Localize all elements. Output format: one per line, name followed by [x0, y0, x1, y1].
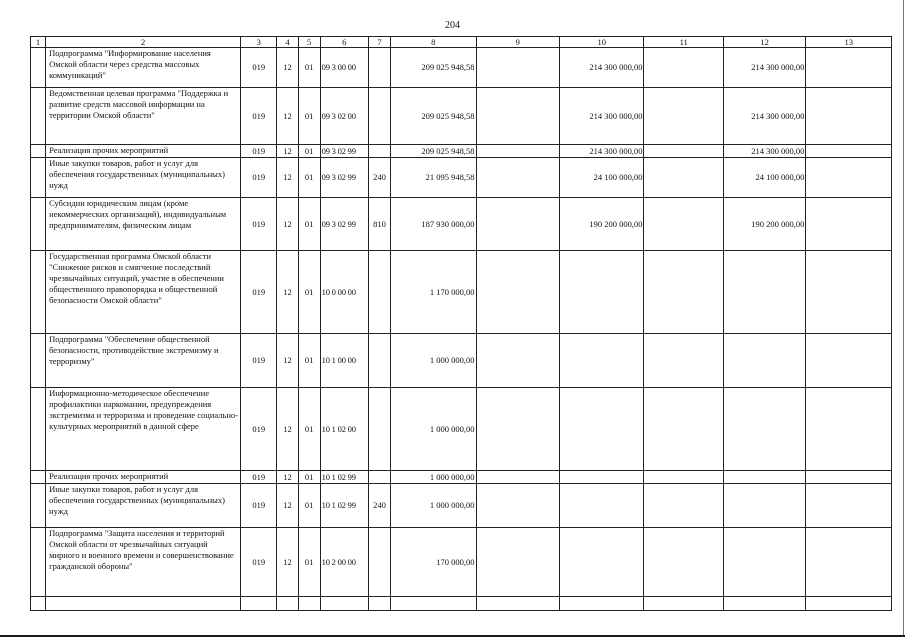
amount-col-9: [476, 597, 559, 611]
amount-col-12: [723, 251, 805, 334]
amount-col-10: 214 300 000,00: [560, 145, 644, 158]
column-header: 4: [277, 37, 298, 48]
subsection-code: 01: [298, 88, 320, 145]
ministry-code: 019: [241, 388, 277, 471]
amount-col-8: 1 170 000,00: [391, 251, 476, 334]
expense-type-code: 810: [368, 198, 390, 251]
amount-col-10: 214 300 000,00: [560, 88, 644, 145]
budget-table: [30, 36, 892, 611]
amount-col-9: [476, 388, 559, 471]
amount-col-8: [391, 597, 476, 611]
amount-col-10: [560, 484, 644, 528]
amount-col-13: [806, 158, 892, 198]
target-article-code: 09 3 02 99: [320, 158, 368, 198]
table-row: [31, 88, 892, 145]
ministry-code: 019: [241, 528, 277, 597]
amount-col-10: [560, 388, 644, 471]
target-article-code: [320, 597, 368, 611]
item-name: Государственная программа Омской области "Снижение рисков и смягчение последствий чрезвычайных ситуаций, участие в обеспечении общественного правопорядка и общественной безопасности Омской области": [46, 251, 241, 334]
amount-col-13: [806, 145, 892, 158]
ministry-code: 019: [241, 88, 277, 145]
expense-type-code: [368, 88, 390, 145]
table-row: [31, 597, 892, 611]
target-article-code: 09 3 02 00: [320, 88, 368, 145]
ministry-code: 019: [241, 484, 277, 528]
amount-col-13: [806, 528, 892, 597]
item-name: Информационно-методическое обеспечение профилактики наркомании, предупреждения экстремизма и терроризма и проведение социально-культурных мероприятий в данной сфере: [46, 388, 241, 471]
subsection-code: 01: [298, 251, 320, 334]
subsection-code: 01: [298, 334, 320, 388]
item-name: Реализация прочих мероприятий: [46, 471, 241, 484]
table-row: [31, 484, 892, 528]
expense-type-code: [368, 334, 390, 388]
amount-col-11: [644, 528, 723, 597]
expense-type-code: [368, 251, 390, 334]
target-article-code: 09 3 02 99: [320, 145, 368, 158]
amount-col-11: [644, 251, 723, 334]
amount-col-11: [644, 388, 723, 471]
amount-col-9: [476, 334, 559, 388]
amount-col-8: 170 000,00: [391, 528, 476, 597]
item-name: Подпрограмма "Защита населения и территорий Омской области от чрезвычайных ситуаций мирного и военного времени и совершенствование гражданской обороны": [46, 528, 241, 597]
section-code: 12: [277, 48, 298, 88]
table-row: [31, 388, 892, 471]
amount-col-9: [476, 528, 559, 597]
amount-col-8: 1 000 000,00: [391, 471, 476, 484]
section-code: 12: [277, 334, 298, 388]
subsection-code: 01: [298, 145, 320, 158]
amount-col-9: [476, 251, 559, 334]
target-article-code: 10 1 02 99: [320, 484, 368, 528]
column-header: 8: [391, 37, 476, 48]
amount-col-12: 190 200 000,00: [723, 198, 805, 251]
amount-col-8: 1 000 000,00: [391, 388, 476, 471]
table-row: [31, 334, 892, 388]
subsection-code: 01: [298, 484, 320, 528]
subsection-code: 01: [298, 198, 320, 251]
section-code: 12: [277, 484, 298, 528]
column-header: 2: [46, 37, 241, 48]
column-number-row: [31, 37, 892, 48]
subsection-code: 01: [298, 388, 320, 471]
amount-col-11: [644, 597, 723, 611]
amount-col-12: [723, 471, 805, 484]
column-header: 5: [298, 37, 320, 48]
row-number-cell: [31, 158, 46, 198]
ministry-code: [241, 597, 277, 611]
row-number-cell: [31, 388, 46, 471]
item-name: Иные закупки товаров, работ и услуг для обеспечения государственных (муниципальных) нужд: [46, 158, 241, 198]
amount-col-13: [806, 48, 892, 88]
amount-col-13: [806, 198, 892, 251]
amount-col-13: [806, 334, 892, 388]
amount-col-13: [806, 597, 892, 611]
amount-col-11: [644, 145, 723, 158]
item-name: Иные закупки товаров, работ и услуг для обеспечения государственных (муниципальных) нужд: [46, 484, 241, 528]
row-number-cell: [31, 597, 46, 611]
amount-col-11: [644, 48, 723, 88]
row-number-cell: [31, 528, 46, 597]
amount-col-8: 209 025 948,58: [391, 88, 476, 145]
target-article-code: 09 3 02 99: [320, 198, 368, 251]
amount-col-12: [723, 334, 805, 388]
expense-type-code: 240: [368, 158, 390, 198]
item-name: Подпрограмма "Информирование населения Омской области через средства массовых коммуникаций": [46, 48, 241, 88]
subsection-code: [298, 597, 320, 611]
amount-col-13: [806, 251, 892, 334]
amount-col-10: [560, 334, 644, 388]
amount-col-12: 214 300 000,00: [723, 88, 805, 145]
item-name: Ведомственная целевая программа "Поддержка и развитие средств массовой информации на территории Омской области": [46, 88, 241, 145]
table-row: [31, 48, 892, 88]
row-number-cell: [31, 198, 46, 251]
amount-col-13: [806, 388, 892, 471]
table-row: [31, 145, 892, 158]
ministry-code: 019: [241, 334, 277, 388]
amount-col-9: [476, 198, 559, 251]
subsection-code: 01: [298, 48, 320, 88]
table-row: [31, 251, 892, 334]
amount-col-12: [723, 597, 805, 611]
amount-col-8: 1 000 000,00: [391, 334, 476, 388]
amount-col-13: [806, 88, 892, 145]
table-row: [31, 471, 892, 484]
expense-type-code: [368, 528, 390, 597]
section-code: 12: [277, 251, 298, 334]
item-name: [46, 597, 241, 611]
amount-col-10: 214 300 000,00: [560, 48, 644, 88]
amount-col-10: 190 200 000,00: [560, 198, 644, 251]
target-article-code: 10 1 00 00: [320, 334, 368, 388]
column-header: 13: [806, 37, 892, 48]
amount-col-12: [723, 388, 805, 471]
section-code: [277, 597, 298, 611]
expense-type-code: [368, 471, 390, 484]
amount-col-8: 21 095 948,58: [391, 158, 476, 198]
amount-col-9: [476, 484, 559, 528]
expense-type-code: [368, 388, 390, 471]
section-code: 12: [277, 471, 298, 484]
amount-col-8: 1 000 000,00: [391, 484, 476, 528]
item-name: Подпрограмма "Обеспечение общественной безопасности, противодействие экстремизму и терроризму": [46, 334, 241, 388]
scan-edge-bottom: [0, 635, 905, 637]
item-name: Субсидии юридическим лицам (кроме некоммерческих организаций), индивидуальным предпринимателям, физическим лицам: [46, 198, 241, 251]
amount-col-11: [644, 484, 723, 528]
column-header: 12: [723, 37, 805, 48]
amount-col-11: [644, 334, 723, 388]
amount-col-10: [560, 597, 644, 611]
amount-col-8: 187 930 000,00: [391, 198, 476, 251]
amount-col-12: 214 300 000,00: [723, 145, 805, 158]
target-article-code: 10 1 02 00: [320, 388, 368, 471]
section-code: 12: [277, 528, 298, 597]
row-number-cell: [31, 471, 46, 484]
row-number-cell: [31, 88, 46, 145]
amount-col-12: [723, 484, 805, 528]
amount-col-8: 209 025 948,58: [391, 48, 476, 88]
expense-type-code: [368, 145, 390, 158]
amount-col-9: [476, 88, 559, 145]
column-header: 1: [31, 37, 46, 48]
column-header: 10: [560, 37, 644, 48]
amount-col-13: [806, 484, 892, 528]
target-article-code: 10 2 00 00: [320, 528, 368, 597]
ministry-code: 019: [241, 471, 277, 484]
amount-col-11: [644, 158, 723, 198]
amount-col-12: 24 100 000,00: [723, 158, 805, 198]
table-row: [31, 528, 892, 597]
amount-col-9: [476, 471, 559, 484]
row-number-cell: [31, 145, 46, 158]
row-number-cell: [31, 251, 46, 334]
amount-col-9: [476, 158, 559, 198]
section-code: 12: [277, 158, 298, 198]
amount-col-12: 214 300 000,00: [723, 48, 805, 88]
ministry-code: 019: [241, 145, 277, 158]
ministry-code: 019: [241, 158, 277, 198]
section-code: 12: [277, 198, 298, 251]
column-header: 7: [368, 37, 390, 48]
table-row: [31, 198, 892, 251]
column-header: 3: [241, 37, 277, 48]
row-number-cell: [31, 484, 46, 528]
amount-col-10: [560, 251, 644, 334]
row-number-cell: [31, 48, 46, 88]
subsection-code: 01: [298, 158, 320, 198]
target-article-code: 10 1 02 99: [320, 471, 368, 484]
item-name: Реализация прочих мероприятий: [46, 145, 241, 158]
row-number-cell: [31, 334, 46, 388]
column-header: 9: [476, 37, 559, 48]
scan-edge-right: [903, 0, 904, 637]
column-header: 11: [644, 37, 723, 48]
amount-col-12: [723, 528, 805, 597]
expense-type-code: 240: [368, 484, 390, 528]
section-code: 12: [277, 388, 298, 471]
ministry-code: 019: [241, 198, 277, 251]
target-article-code: 09 3 00 00: [320, 48, 368, 88]
amount-col-13: [806, 471, 892, 484]
amount-col-10: [560, 471, 644, 484]
ministry-code: 019: [241, 48, 277, 88]
amount-col-9: [476, 48, 559, 88]
amount-col-10: [560, 528, 644, 597]
amount-col-10: 24 100 000,00: [560, 158, 644, 198]
subsection-code: 01: [298, 471, 320, 484]
table-row: [31, 158, 892, 198]
amount-col-11: [644, 198, 723, 251]
column-header: 6: [320, 37, 368, 48]
expense-type-code: [368, 597, 390, 611]
ministry-code: 019: [241, 251, 277, 334]
section-code: 12: [277, 88, 298, 145]
section-code: 12: [277, 145, 298, 158]
amount-col-9: [476, 145, 559, 158]
amount-col-11: [644, 88, 723, 145]
amount-col-11: [644, 471, 723, 484]
expense-type-code: [368, 48, 390, 88]
page-number: 204: [445, 20, 460, 31]
amount-col-8: 209 025 948,58: [391, 145, 476, 158]
target-article-code: 10 0 00 00: [320, 251, 368, 334]
subsection-code: 01: [298, 528, 320, 597]
